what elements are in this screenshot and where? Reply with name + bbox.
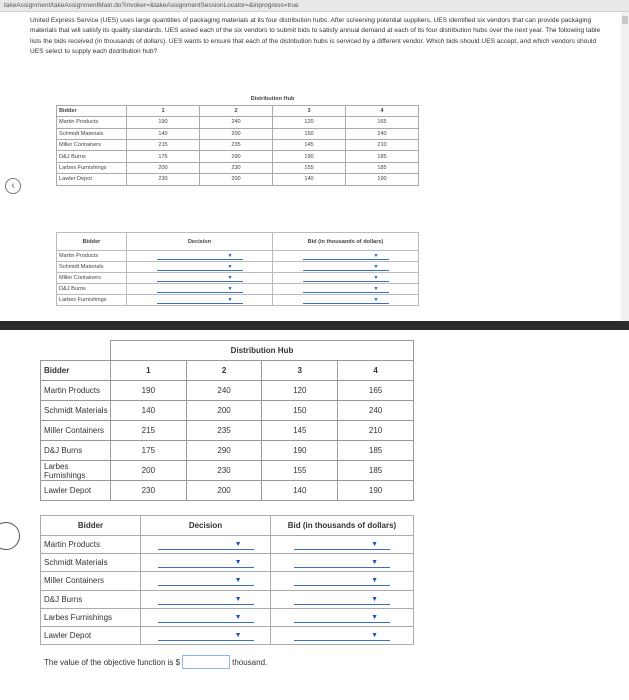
decision-header: Decision	[141, 516, 271, 536]
bidder-name: Martin Products	[57, 117, 127, 128]
table-row	[57, 162, 419, 173]
bid-dropdown[interactable]	[294, 539, 390, 550]
bid-value: 235	[200, 140, 273, 151]
hub-header: 2	[200, 105, 273, 116]
bid-value: 230	[127, 174, 200, 185]
bid-value: 155	[262, 461, 338, 481]
table-row	[57, 295, 419, 306]
table-row	[57, 117, 419, 128]
bid-value: 190	[262, 441, 338, 461]
bidder-header: Bidder	[41, 361, 111, 381]
table-row	[41, 461, 414, 481]
objective-row	[44, 655, 267, 669]
bid-value: 200	[111, 461, 187, 481]
triangle-down-icon: ▼	[234, 541, 242, 549]
dropdown-cell	[141, 536, 271, 554]
table-row	[57, 174, 419, 185]
bidder-name: D&J Burns	[41, 590, 141, 608]
bidder-name: Lawler Depot	[41, 481, 111, 501]
triangle-down-icon: ▼	[371, 577, 378, 585]
table-row	[41, 401, 414, 421]
distribution-hub-header: Distribution Hub	[250, 96, 295, 103]
bid-value: 120	[262, 381, 338, 401]
decision-table	[40, 515, 414, 645]
bid-value: 140	[262, 481, 338, 501]
bottom-screenshot	[0, 330, 629, 700]
problem-text: United Express Service (UES) uses large quantities of packaging materials at its four distribution hubs. After screening potential suppliers, UES identified six vendors that can provide packaging materials that will satisfy its quality standards. UES asked each of the six vendors to submit bids to satisfy annual demand at each of its four distribution hubs over the next year. The following table lists the bids received (in thousands of dollars). UES wants to ensure that each of the distribution hubs is serviced by a different vendor. Which bids should UES accept, and which vendors should UES select to supply each distribution hub?	[30, 17, 601, 56]
bid-dropdown[interactable]	[294, 575, 390, 586]
triangle-down-icon: ▼	[373, 275, 379, 281]
bid-dropdown[interactable]	[303, 274, 389, 282]
bid-value: 185	[346, 162, 419, 173]
triangle-down-icon: ▼	[234, 577, 242, 585]
bidder-name: Miller Containers	[57, 273, 127, 284]
bid-value: 230	[200, 162, 273, 173]
bid-value: 175	[127, 151, 200, 162]
bidder-name: D&J Burns	[57, 284, 127, 295]
decision-dropdown[interactable]	[158, 557, 254, 568]
dropdown-cell	[141, 590, 271, 608]
bid-table	[40, 340, 414, 501]
bidder-name: D&J Burns	[41, 441, 111, 461]
bidder-name: Martin Products	[41, 381, 111, 401]
hub-header: 1	[111, 361, 187, 381]
dropdown-cell	[273, 295, 419, 306]
dropdown-cell	[271, 554, 414, 572]
triangle-down-icon: ▼	[234, 595, 242, 603]
decision-dropdown[interactable]	[157, 263, 243, 271]
bid-value: 155	[273, 162, 346, 173]
triangle-down-icon: ▼	[227, 275, 233, 281]
decision-dropdown[interactable]	[158, 594, 254, 605]
bid-value: 185	[338, 441, 414, 461]
screenshot-divider	[0, 321, 629, 330]
browser-url-bar[interactable]: takeAssignment/takeAssignmentMain.do?invoker=&takeAssignmentSessionLocator=&inprogress=true	[0, 0, 629, 12]
bid-value: 200	[200, 128, 273, 139]
dropdown-cell	[127, 251, 273, 262]
decision-dropdown[interactable]	[158, 612, 254, 623]
bid-dropdown[interactable]	[294, 630, 390, 641]
bid-value: 290	[200, 151, 273, 162]
triangle-down-icon: ▼	[234, 559, 242, 567]
triangle-down-icon: ▼	[373, 286, 379, 292]
hub-header: 2	[186, 361, 262, 381]
triangle-down-icon: ▼	[373, 297, 379, 303]
bidder-name: Miller Containers	[41, 421, 111, 441]
triangle-down-icon: ▼	[371, 595, 378, 603]
dropdown-cell	[271, 590, 414, 608]
bid-value: 185	[338, 461, 414, 481]
table-row	[57, 251, 419, 262]
bid-value: 230	[111, 481, 187, 501]
dropdown-cell	[271, 608, 414, 626]
dropdown-cell	[273, 273, 419, 284]
triangle-down-icon: ▼	[227, 286, 233, 292]
dropdown-cell	[127, 295, 273, 306]
table-row	[41, 421, 414, 441]
bid-value: 200	[186, 401, 262, 421]
bid-value: 240	[338, 401, 414, 421]
table-row	[41, 554, 414, 572]
bid-value: 145	[262, 421, 338, 441]
bid-value: 140	[111, 401, 187, 421]
dropdown-cell	[141, 554, 271, 572]
triangle-down-icon: ▼	[373, 264, 379, 270]
dropdown-cell	[127, 284, 273, 295]
table-row	[41, 590, 414, 608]
table-row	[41, 608, 414, 626]
bidder-name: Schmidt Materials	[57, 128, 127, 139]
dropdown-cell	[127, 273, 273, 284]
triangle-down-icon: ▼	[373, 253, 379, 259]
triangle-down-icon: ▼	[227, 264, 233, 270]
table-row	[41, 536, 414, 554]
top-screenshot	[0, 0, 629, 330]
table-row	[57, 151, 419, 162]
scrollbar-thumb[interactable]	[622, 16, 628, 24]
decision-dropdown[interactable]	[157, 296, 243, 304]
bid-value: 200	[200, 174, 273, 185]
dropdown-cell	[141, 572, 271, 590]
bid-dropdown[interactable]	[294, 557, 390, 568]
bid-dropdown[interactable]	[294, 612, 390, 623]
bidder-name: Larbes Furnishings	[41, 608, 141, 626]
dropdown-cell	[141, 626, 271, 644]
decision-dropdown[interactable]	[157, 274, 243, 282]
dropdown-cell	[271, 572, 414, 590]
table-row	[57, 128, 419, 139]
bidder-name: Schmidt Materials	[57, 262, 127, 273]
back-button[interactable]	[5, 178, 21, 194]
dropdown-cell	[273, 262, 419, 273]
decision-table-top	[56, 232, 419, 306]
bid-value: 240	[186, 381, 262, 401]
dropdown-cell	[273, 251, 419, 262]
decision-dropdown[interactable]	[158, 630, 254, 641]
objective-suffix: thousand.	[232, 657, 268, 667]
triangle-down-icon: ▼	[227, 253, 233, 259]
scrollbar[interactable]	[621, 12, 629, 330]
bid-value: 150	[273, 128, 346, 139]
table-row	[41, 626, 414, 644]
distribution-hub-header: Distribution Hub	[111, 341, 414, 361]
bid-dropdown[interactable]	[303, 285, 389, 293]
bid-value: 200	[127, 162, 200, 173]
bidder-name: Schmidt Materials	[41, 554, 141, 572]
bid-value: 190	[111, 381, 187, 401]
triangle-down-icon: ▼	[371, 559, 378, 567]
hub-header: 3	[273, 105, 346, 116]
decision-dropdown[interactable]	[157, 285, 243, 293]
back-button[interactable]	[0, 522, 20, 550]
bidder-name: D&J Burns	[57, 151, 127, 162]
bid-value: 240	[346, 128, 419, 139]
hub-header: 1	[127, 105, 200, 116]
bid-value: 140	[273, 174, 346, 185]
bid-table-top	[56, 94, 419, 186]
bidder-name: Miller Containers	[57, 140, 127, 151]
bid-value: 165	[338, 381, 414, 401]
table-row	[41, 481, 414, 501]
decision-dropdown[interactable]	[157, 252, 243, 260]
bidder-name: Larbes Furnishings	[41, 461, 111, 481]
bid-value: 290	[186, 441, 262, 461]
objective-label: The value of the objective function is $	[44, 657, 181, 667]
bid-dropdown[interactable]	[303, 263, 389, 271]
triangle-down-icon: ▼	[227, 297, 233, 303]
bid-value: 140	[127, 128, 200, 139]
bid-value: 150	[262, 401, 338, 421]
bid-header: Bid (in thousands of dollars)	[273, 233, 419, 251]
bidder-name: Lawler Depot	[41, 626, 141, 644]
bid-value: 190	[127, 117, 200, 128]
table-row	[57, 273, 419, 284]
bid-value: 200	[186, 481, 262, 501]
hub-header: 4	[338, 361, 414, 381]
decision-dropdown[interactable]	[158, 575, 254, 586]
decision-dropdown[interactable]	[158, 539, 254, 550]
bid-value: 120	[273, 117, 346, 128]
dropdown-cell	[271, 626, 414, 644]
bidder-header: Bidder	[57, 233, 127, 251]
hub-header: 3	[262, 361, 338, 381]
triangle-down-icon: ▼	[371, 632, 378, 640]
bidder-name: Lawler Depot	[57, 174, 127, 185]
table-row	[41, 381, 414, 401]
triangle-down-icon: ▼	[371, 541, 378, 549]
bidder-header: Bidder	[41, 516, 141, 536]
table-row	[57, 284, 419, 295]
bidder-name: Larbes Furnishings	[57, 162, 127, 173]
hub-header: 4	[346, 105, 419, 116]
triangle-down-icon: ▼	[234, 632, 242, 640]
dropdown-cell	[271, 536, 414, 554]
bidder-header: Bidder	[57, 105, 127, 116]
table-row	[41, 572, 414, 590]
triangle-down-icon: ▼	[371, 613, 378, 621]
bid-value: 190	[346, 174, 419, 185]
dropdown-cell	[141, 608, 271, 626]
bid-value: 240	[200, 117, 273, 128]
bid-value: 145	[273, 140, 346, 151]
bid-value: 210	[338, 421, 414, 441]
bidder-name: Larbes Furnishings	[57, 295, 127, 306]
bid-value: 210	[346, 140, 419, 151]
bid-value: 190	[273, 151, 346, 162]
decision-header: Decision	[127, 233, 273, 251]
bid-dropdown[interactable]	[303, 252, 389, 260]
bid-dropdown[interactable]	[294, 594, 390, 605]
table-row	[57, 262, 419, 273]
bid-value: 235	[186, 421, 262, 441]
chevron-left-icon: ‹	[11, 180, 15, 191]
bidder-name: Martin Products	[41, 536, 141, 554]
dropdown-cell	[127, 262, 273, 273]
bid-value: 215	[111, 421, 187, 441]
table-row	[57, 140, 419, 151]
triangle-down-icon: ▼	[234, 613, 242, 621]
bidder-name: Martin Products	[57, 251, 127, 262]
bidder-name: Miller Containers	[41, 572, 141, 590]
bidder-name: Schmidt Materials	[41, 401, 111, 421]
bid-value: 175	[111, 441, 187, 461]
bid-header: Bid (in thousands of dollars)	[271, 516, 414, 536]
bid-value: 185	[346, 151, 419, 162]
bid-value: 215	[127, 140, 200, 151]
dropdown-cell	[273, 284, 419, 295]
bid-value: 230	[186, 461, 262, 481]
objective-value-input[interactable]	[182, 655, 230, 669]
bid-value: 165	[346, 117, 419, 128]
table-row	[41, 441, 414, 461]
bid-dropdown[interactable]	[303, 296, 389, 304]
bid-value: 190	[338, 481, 414, 501]
